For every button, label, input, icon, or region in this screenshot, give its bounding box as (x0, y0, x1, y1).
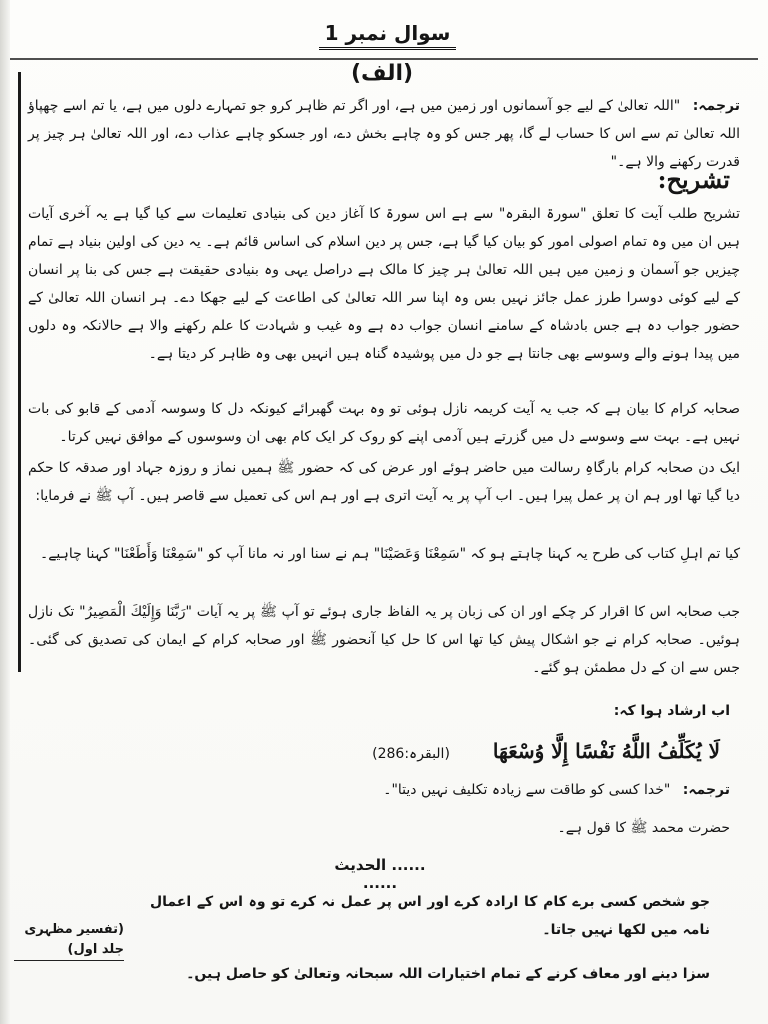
translation-block (28, 92, 740, 176)
paragraph-4: کیا تم اہلِ کتاب کی طرح یہ کہنا چاہتے ہو کہ "سَمِعْنَا وَعَصَيْنَا" ہم نے سنا اور نہ مانا آپ کو "سَمِعْنَا وَأَطَعْنَا" کہنا چاہیے۔ (39, 546, 740, 562)
translation-text: "اللہ تعالیٰ کے لیے جو آسمانوں اور زمین میں ہے، اور اگر تم ظاہر کرو جو تمہارے دلوں میں ہے، یا تم اسے چھپاؤ اللہ تعالیٰ تم سے اس کا حساب لے گا، پھر جس کو وہ چاہے بخش دے، اور جسکو چاہے عذاب دے، اور اللہ تعالیٰ ہر چیز پر قدرت رکھنے والا ہے۔" (28, 98, 740, 170)
translation-label: ترجمہ: (692, 98, 740, 114)
attribution: حضرت محمد ﷺ کا قول ہے۔ (557, 820, 730, 836)
hadith-text: جو شخص کسی برے کام کا ارادہ کرے اور اس پر عمل نہ کرے تو وہ اس کے اعمال نامہ میں لکھا نہیں جاتا۔ (150, 894, 710, 938)
page-title (300, 20, 475, 46)
paragraph-1: تشریح طلب آیت کا تعلق "سورۃ البقرہ" سے ہے اس سورۃ کا آغاز دین کی بنیادی تعلیمات سے کیا گیا ہے یہ آخری آیات ہیں ان میں وہ تمام اصولی امور کو بیان کیا گیا ہے، جس پر دین اسلام کی اساس قائم ہے۔ یہ دین کی اولین بنیاد ہے تمام چیزیں جو آسمان و زمین میں ہیں اللہ تعالیٰ ہر چیز کا مالک ہے دراصل یہی وہ بنیادی حقیقت ہے جس کی بنا پر انسان کے لیے کوئی دوسرا طرز عمل جائز نہیں بس وہ اپنا سر اللہ تعالیٰ کی اطاعت کے لیے جھکا دے۔ ہر انسان اللہ تعالیٰ کے حضور جواب دہ ہے جس بادشاہ کے سامنے انسان جواب دہ ہے وہ غیب و شہادت کا علم رکھنے والا ہے حالانکہ وہ دلوں میں پیدا ہونے والے وسوسے بھی جانتا ہے جو دل میں پوشیدہ گناہ ہیں انہیں بھی وہ ظاہر کر دیتا ہے۔ (28, 206, 740, 362)
ayah-arabic: لَا يُكَلِّفُ اللَّهُ نَفْسًا إِلَّا وُسْعَهَا (492, 739, 720, 763)
paragraph-5: جب صحابہ اس کا اقرار کر چکے اور ان کی زبان پر یہ الفاظ جاری ہوئے تو آپ ﷺ پر یہ آیات "رَبَّنَا وَإِلَيْكَ الْمَصِيرُ" تک نازل ہوئیں۔ صحابہ کرام نے جو اشکال پیش کیا تھا اس کا حل کیا آنحضور ﷺ اور صحابہ کرام کے ایمان کی تصدیق کی گئی۔ جس سے ان کے دل مطمئن ہو گئے۔ (28, 604, 740, 676)
side-note: (تفسیر مظہری جلد اول) (14, 920, 124, 961)
ayah-translation (230, 776, 730, 804)
ayah-translation-text: "خدا کسی کو طاقت سے زیادہ تکلیف نہیں دیتا"۔ (383, 782, 671, 798)
ayah-translation-label: ترجمہ: (682, 782, 730, 798)
paragraph-2: صحابہ کرام کا بیان ہے کہ جب یہ آیت کریمہ نازل ہوئی تو وہ بہت گھبرائے کیونکہ دل کا وسوسہ آدمی کے قابو کی بات نہیں ہے۔ بہت سے وسوسے دل میں گزرتے ہیں آدمی اپنے کو روک کر ایک کام بھی ان وسوسوں کے موافق نہیں کرتا۔ (28, 401, 740, 445)
page-title-text: سوال نمبر 1 (319, 21, 457, 50)
hadith-title: ...... الحدیث ...... (334, 856, 426, 892)
scan-edge (0, 0, 10, 1024)
part-label: (الف) (350, 61, 414, 86)
tashreeh-heading: تشریح: (657, 165, 730, 194)
irshad-intro: اب ارشاد ہوا کہ: (613, 703, 730, 719)
top-rule (10, 58, 758, 60)
closing-line: سزا دینے اور معاف کرنے کے تمام اختیارات اللہ سبحانہ وتعالیٰ کو حاصل ہیں۔ (186, 966, 710, 982)
margin-line (18, 72, 21, 672)
ayah-reference: (البقرہ:286) (372, 746, 450, 762)
paragraph-3: ایک دن صحابہ کرام بارگاہِ رسالت میں حاضر ہوئے اور عرض کی کہ حضور ﷺ ہمیں نماز و روزہ جہاد اور صدقہ کا حکم دیا گیا تھا اور ہم ان پر عمل پیرا ہیں۔ اب آپ پر یہ آیت اتری ہے اور ہم اس کی تعمیل سے قاصر ہیں۔ آپ ﷺ نے فرمایا: (28, 460, 740, 504)
ayah-line (340, 736, 720, 769)
